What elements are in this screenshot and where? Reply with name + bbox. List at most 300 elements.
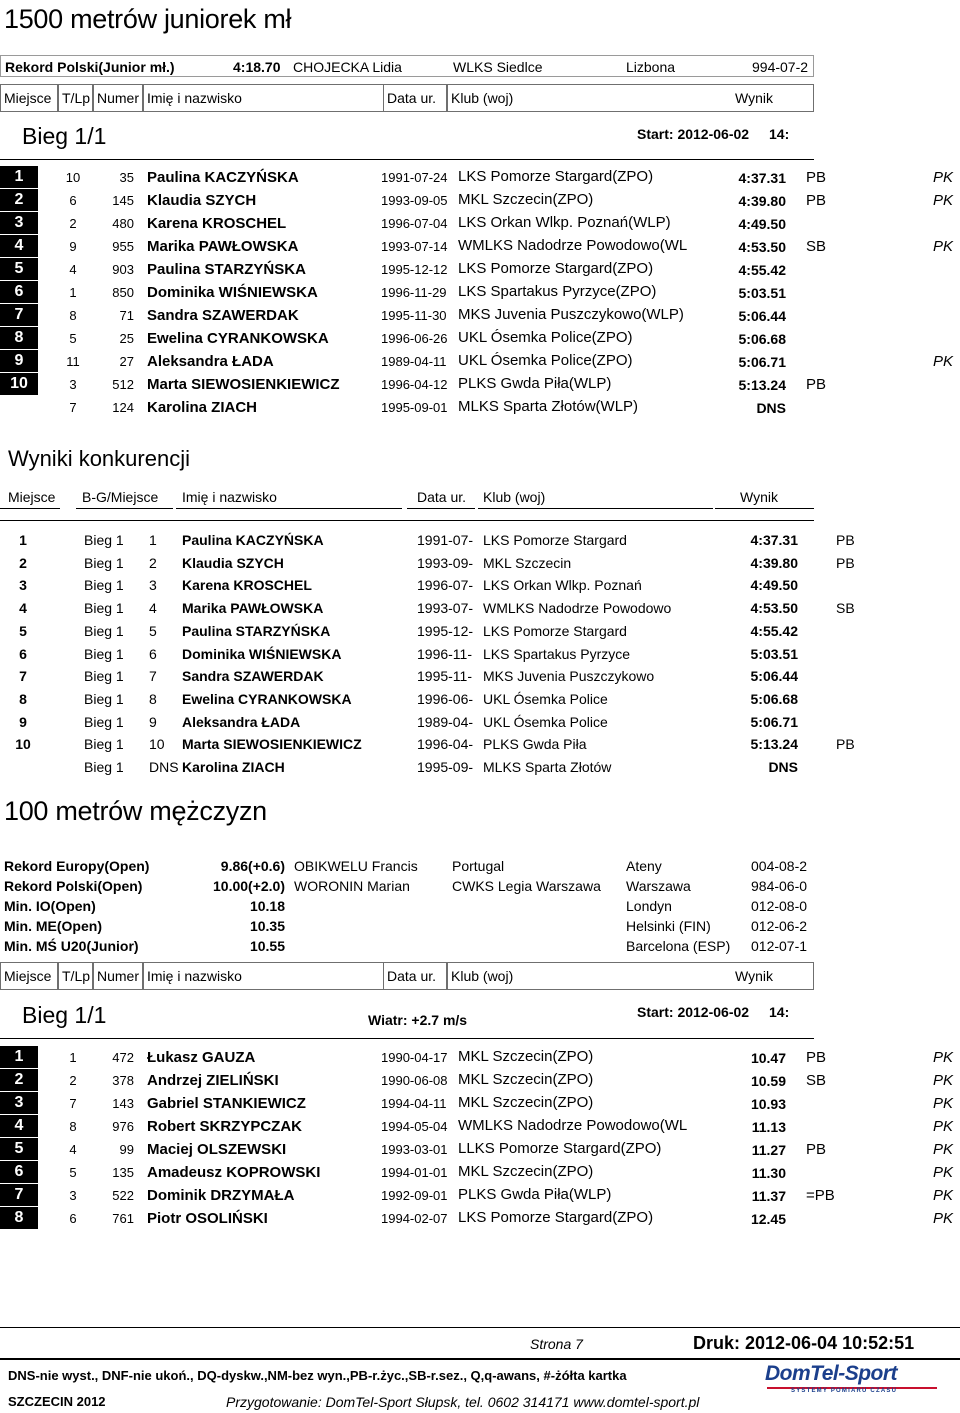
konk-dob: 1996-07- bbox=[417, 577, 474, 594]
konk-dob: 1989-04- bbox=[417, 713, 474, 730]
col-dob: Data ur. bbox=[383, 84, 447, 112]
konk-row bbox=[0, 551, 960, 573]
place-badge: 8 bbox=[0, 327, 38, 349]
konk-row bbox=[0, 755, 960, 777]
athlete-name: Dominika WIŚNIEWSKA bbox=[147, 284, 318, 301]
konk-dob: 1993-07- bbox=[417, 600, 474, 617]
pk-flag: PK bbox=[933, 1164, 954, 1181]
bib: 955 bbox=[112, 239, 134, 254]
konk-row bbox=[0, 528, 960, 550]
club: MLKS Sparta Złotów(WLP) bbox=[458, 398, 639, 415]
place-badge: 3 bbox=[0, 1092, 38, 1114]
bib: 472 bbox=[112, 1050, 134, 1065]
athlete-name: Andrzej ZIELIŃSKI bbox=[147, 1072, 279, 1089]
birth-date: 1989-04-11 bbox=[381, 354, 447, 369]
place-badge: 5 bbox=[0, 258, 38, 280]
record-row bbox=[0, 896, 814, 916]
result: 4:39.80 bbox=[738, 193, 786, 209]
event1-start-label: Start: 2012-06-02 bbox=[637, 126, 750, 142]
birth-date: 1993-09-05 bbox=[381, 193, 448, 208]
konk-dob: 1995-12- bbox=[417, 622, 474, 639]
konk-record: PB bbox=[836, 532, 855, 548]
konk-club: LKS Spartakus Pyrzyce bbox=[483, 645, 631, 662]
place-badge: 4 bbox=[0, 235, 38, 257]
konk-record: PB bbox=[836, 736, 855, 753]
record-place: Londyn bbox=[626, 898, 672, 914]
result: 10.47 bbox=[750, 1050, 786, 1066]
result: 11.30 bbox=[751, 1165, 786, 1181]
pk-flag: PK bbox=[933, 353, 954, 370]
konk-heat: Bieg 1 bbox=[84, 668, 124, 685]
result-row bbox=[0, 235, 960, 258]
birth-date: 1994-01-01 bbox=[381, 1165, 448, 1180]
result-row bbox=[0, 281, 960, 304]
konk-place: 1 bbox=[19, 532, 27, 548]
result: 5:06.68 bbox=[738, 331, 786, 347]
record-flag: PB bbox=[806, 376, 827, 393]
lane: 2 bbox=[69, 1073, 77, 1088]
col-lane: T/Lp bbox=[58, 962, 93, 990]
konk-header-underline bbox=[715, 508, 814, 509]
pk-flag: PK bbox=[933, 1049, 954, 1066]
konk-dob: 1995-11- bbox=[417, 668, 473, 685]
konk-heat-place: 7 bbox=[149, 668, 157, 685]
bib: 35 bbox=[119, 170, 134, 185]
event1-heat-rule bbox=[0, 159, 814, 160]
konk-row bbox=[0, 732, 960, 754]
konk-name: Ewelina CYRANKOWSKA bbox=[182, 690, 352, 707]
place-badge: 5 bbox=[0, 1138, 38, 1160]
event2-start-time: 14: bbox=[769, 1004, 790, 1020]
event1-title: 1500 metrów juniorek mł bbox=[4, 4, 292, 34]
place-badge: 1 bbox=[0, 166, 38, 188]
lane: 9 bbox=[69, 239, 77, 254]
record-label: Rekord Polski(Junior mł.) bbox=[5, 59, 175, 75]
result: 5:13.24 bbox=[738, 377, 786, 393]
konk-heat-place: 4 bbox=[149, 600, 157, 617]
konk-name: Paulina STARZYŃSKA bbox=[182, 622, 331, 639]
konk-header-underline bbox=[176, 508, 402, 509]
konk-col-club: Klub (woj) bbox=[483, 489, 546, 505]
konk-heat: Bieg 1 bbox=[84, 577, 124, 594]
bib: 135 bbox=[112, 1165, 134, 1180]
result: 4:53.50 bbox=[738, 239, 786, 255]
bib: 903 bbox=[112, 262, 134, 277]
lane: 1 bbox=[69, 285, 77, 300]
birth-date: 1992-09-01 bbox=[381, 1188, 448, 1203]
pk-flag: PK bbox=[933, 169, 954, 186]
lane: 5 bbox=[69, 1165, 77, 1180]
col-dob: Data ur. bbox=[383, 962, 447, 990]
place-badge: 8 bbox=[0, 1207, 38, 1229]
bib: 378 bbox=[112, 1073, 134, 1088]
konk-dob: 1996-11- bbox=[417, 645, 473, 662]
club: MKL Szczecin(ZPO) bbox=[458, 1071, 594, 1088]
record-row bbox=[0, 916, 814, 936]
konk-heat-place: 9 bbox=[149, 713, 157, 730]
record-flag: SB bbox=[806, 238, 827, 255]
lane: 4 bbox=[69, 1142, 77, 1157]
col-place: Miejsce bbox=[0, 84, 58, 112]
place-badge: 2 bbox=[0, 189, 38, 211]
bib: 976 bbox=[112, 1119, 134, 1134]
record-label: Rekord Polski(Open) bbox=[4, 878, 143, 894]
birth-date: 1996-11-29 bbox=[381, 285, 447, 300]
konk-row bbox=[0, 573, 960, 595]
record-flag: PB bbox=[806, 1049, 827, 1066]
konk-name: Karolina ZIACH bbox=[182, 759, 285, 775]
bib: 480 bbox=[112, 216, 134, 231]
konk-club: UKL Ósemka Police bbox=[483, 690, 608, 707]
place-badge: 1 bbox=[0, 1046, 38, 1068]
footer-prepared: Przygotowanie: DomTel-Sport Słupsk, tel. 0602 314171 www.domtel-sport.pl bbox=[226, 1394, 700, 1410]
konk-result: 4:37.31 bbox=[750, 532, 798, 548]
event2-heat-rule bbox=[0, 1038, 814, 1039]
record-club: CWKS Legia Warszawa bbox=[452, 878, 601, 894]
athlete-name: Maciej OLSZEWSKI bbox=[147, 1141, 287, 1158]
record-value: 10.18 bbox=[249, 898, 285, 914]
konk-heat: Bieg 1 bbox=[84, 713, 124, 730]
athlete-name: Karolina ZIACH bbox=[147, 399, 258, 416]
col-club-label: Klub (woj) bbox=[451, 968, 514, 984]
col-club-label: Klub (woj) bbox=[451, 90, 514, 106]
konk-place: 3 bbox=[19, 577, 27, 594]
konk-row bbox=[0, 687, 960, 709]
konk-heat-place: 6 bbox=[149, 645, 157, 662]
record-place: Helsinki (FIN) bbox=[626, 918, 711, 934]
record-value: 10.00(+2.0) bbox=[213, 878, 285, 894]
lane: 8 bbox=[69, 308, 77, 323]
konk-header-underline bbox=[478, 508, 713, 509]
konk-club: UKL Ósemka Police bbox=[483, 713, 608, 730]
club: UKL Ósemka Police(ZPO) bbox=[458, 329, 633, 346]
club: MKL Szczecin(ZPO) bbox=[458, 1094, 594, 1111]
lane: 3 bbox=[69, 1188, 77, 1203]
club: LKS Spartakus Pyrzyce(ZPO) bbox=[458, 283, 657, 300]
result-row bbox=[0, 1207, 960, 1230]
konk-heat: Bieg 1 bbox=[84, 736, 124, 753]
konk-dob: 1991-07- bbox=[417, 532, 474, 548]
konk-heat: Bieg 1 bbox=[84, 622, 124, 639]
record-flag: SB bbox=[806, 1072, 827, 1089]
bib: 25 bbox=[119, 331, 134, 346]
konk-row bbox=[0, 710, 960, 732]
record-flag: PB bbox=[806, 169, 827, 186]
result-row bbox=[0, 1184, 960, 1207]
konk-name: Klaudia SZYCH bbox=[182, 554, 284, 571]
athlete-name: Łukasz GAUZA bbox=[147, 1049, 256, 1066]
domtel-logo bbox=[765, 1360, 945, 1394]
konk-place: 7 bbox=[19, 668, 27, 685]
footer-legend: DNS-nie wyst., DNF-nie ukoń., DQ-dyskw.,NM-bez wyn.,PB-r.życ.,SB-r.sez., Q,q-awans, #-żółta kartka bbox=[8, 1368, 627, 1383]
record-value: 10.55 bbox=[249, 938, 285, 954]
logo-text: DomTel-Sport bbox=[765, 1362, 898, 1385]
konk-dob: 1995-09- bbox=[417, 759, 474, 775]
col-bib: Numer bbox=[93, 84, 143, 112]
konk-place: 2 bbox=[19, 554, 27, 571]
record-date: 012-06-2 bbox=[751, 918, 808, 934]
place-badge: 6 bbox=[0, 1161, 38, 1183]
result-row bbox=[0, 1092, 960, 1115]
athlete-name: Dominik DRZYMAŁA bbox=[147, 1187, 295, 1204]
place-badge: 2 bbox=[0, 1069, 38, 1091]
record-name: OBIKWELU Francis bbox=[294, 858, 418, 874]
konk-name: Marta SIEWOSIENKIEWICZ bbox=[182, 736, 362, 753]
record-row bbox=[0, 936, 814, 956]
result: 4:37.31 bbox=[738, 170, 786, 186]
konk-heat-place: 2 bbox=[149, 554, 157, 571]
konk-club: MKS Juvenia Puszczykowo bbox=[483, 668, 655, 685]
konk-heat-place: 5 bbox=[149, 622, 157, 639]
bib: 99 bbox=[119, 1142, 134, 1157]
konk-place: 9 bbox=[19, 713, 27, 730]
athlete-name: Paulina STARZYŃSKA bbox=[147, 261, 306, 278]
result-row bbox=[0, 258, 960, 281]
pk-flag: PK bbox=[933, 192, 954, 209]
record-club: WLKS Siedlce bbox=[453, 59, 543, 75]
pk-flag: PK bbox=[933, 1118, 954, 1135]
club: LKS Pomorze Stargard(ZPO) bbox=[458, 1209, 654, 1226]
konk-dob: 1996-04- bbox=[417, 736, 474, 753]
konk-name: Paulina KACZYŃSKA bbox=[182, 532, 324, 548]
konk-result: 4:49.50 bbox=[750, 577, 798, 594]
result: 11.13 bbox=[751, 1119, 786, 1135]
record-value: 9.86(+0.6) bbox=[220, 858, 285, 874]
record-value: 10.35 bbox=[249, 918, 285, 934]
place-badge: 7 bbox=[0, 1184, 38, 1206]
lane: 7 bbox=[69, 1096, 77, 1111]
pk-flag: PK bbox=[933, 1095, 954, 1112]
record-label: Min. ME(Open) bbox=[4, 918, 102, 934]
birth-date: 1995-12-12 bbox=[381, 262, 448, 277]
athlete-name: Ewelina CYRANKOWSKA bbox=[147, 330, 329, 347]
club: LKS Orkan Wlkp. Poznań(WLP) bbox=[458, 214, 671, 231]
record-value: 4:18.70 bbox=[233, 59, 281, 75]
col-result: Wynik bbox=[735, 90, 773, 106]
bib: 27 bbox=[119, 354, 134, 369]
place-badge: 6 bbox=[0, 281, 38, 303]
event2-start-label: Start: 2012-06-02 bbox=[637, 1004, 750, 1020]
col-bib: Numer bbox=[93, 962, 143, 990]
konk-col-result: Wynik bbox=[740, 489, 778, 505]
athlete-name: Robert SKRZYPCZAK bbox=[147, 1118, 303, 1135]
footer-city: SZCZECIN 2012 bbox=[8, 1394, 106, 1409]
birth-date: 1994-04-11 bbox=[381, 1096, 447, 1111]
record-place: Barcelona (ESP) bbox=[626, 938, 731, 954]
konk-record: SB bbox=[836, 600, 855, 617]
konk-club: PLKS Gwda Piła bbox=[483, 736, 587, 753]
record-date: 004-08-2 bbox=[751, 858, 808, 874]
col-result: Wynik bbox=[735, 968, 773, 984]
club: LKS Pomorze Stargard(ZPO) bbox=[458, 260, 654, 277]
col-club bbox=[447, 962, 814, 990]
konk-place: 10 bbox=[15, 736, 31, 753]
konk-result: 5:06.71 bbox=[750, 713, 798, 730]
record-club: Portugal bbox=[452, 858, 505, 874]
record-date: 994-07-2 bbox=[752, 59, 809, 75]
athlete-name: Sandra SZAWERDAK bbox=[147, 307, 299, 324]
athlete-name: Aleksandra ŁADA bbox=[147, 353, 274, 370]
event2-title: 100 metrów mężczyzn bbox=[4, 796, 267, 826]
konk-col-name: Imię i nazwisko bbox=[182, 489, 277, 505]
lane: 7 bbox=[69, 400, 77, 415]
konk-name: Dominika WIŚNIEWSKA bbox=[182, 645, 342, 662]
konk-place: 5 bbox=[19, 622, 27, 639]
result-row bbox=[0, 396, 960, 419]
konk-club: LKS Orkan Wlkp. Poznań bbox=[483, 577, 642, 594]
result: 11.27 bbox=[751, 1142, 786, 1158]
lane: 2 bbox=[69, 216, 77, 231]
konk-dob: 1996-06- bbox=[417, 690, 474, 707]
lane: 3 bbox=[69, 377, 77, 392]
birth-date: 1996-06-26 bbox=[381, 331, 448, 346]
result-row bbox=[0, 212, 960, 235]
club: LLKS Pomorze Stargard(ZPO) bbox=[458, 1140, 662, 1157]
record-label: Min. MŚ U20(Junior) bbox=[4, 938, 139, 954]
athlete-name: Piotr OSOLIŃSKI bbox=[147, 1210, 268, 1227]
col-name: Imię i nazwisko bbox=[143, 962, 383, 990]
result-row bbox=[0, 1069, 960, 1092]
bib: 124 bbox=[112, 400, 134, 415]
athlete-name: Amadeusz KOPROWSKI bbox=[147, 1164, 321, 1181]
result-row bbox=[0, 166, 960, 189]
result: 5:06.71 bbox=[738, 354, 786, 370]
club: MKL Szczecin(ZPO) bbox=[458, 191, 594, 208]
konk-heat-place: 1 bbox=[149, 532, 157, 548]
konk-row bbox=[0, 664, 960, 686]
record-name: WORONIN Marian bbox=[294, 878, 410, 894]
lane: 4 bbox=[69, 262, 77, 277]
birth-date: 1995-09-01 bbox=[381, 400, 448, 415]
result: 10.93 bbox=[750, 1096, 786, 1112]
birth-date: 1994-02-07 bbox=[381, 1211, 448, 1226]
club: LKS Pomorze Stargard(ZPO) bbox=[458, 168, 654, 185]
lane: 11 bbox=[66, 354, 80, 369]
lane: 1 bbox=[69, 1050, 77, 1065]
konk-club: WMLKS Nadodrze Powodowo bbox=[483, 600, 672, 617]
bib: 522 bbox=[112, 1188, 134, 1203]
result-row bbox=[0, 1115, 960, 1138]
athlete-name: Gabriel STANKIEWICZ bbox=[147, 1095, 306, 1112]
konk-name: Sandra SZAWERDAK bbox=[182, 668, 324, 685]
pk-flag: PK bbox=[933, 1210, 954, 1227]
record-label: Min. IO(Open) bbox=[4, 898, 96, 914]
col-name: Imię i nazwisko bbox=[143, 84, 383, 112]
konk-club: LKS Pomorze Stargard bbox=[483, 622, 627, 639]
athlete-name: Klaudia SZYCH bbox=[147, 192, 257, 209]
konk-result: DNS bbox=[768, 759, 798, 775]
result-row bbox=[0, 1046, 960, 1069]
event2-heat-title: Bieg 1/1 bbox=[22, 1002, 107, 1028]
result-row bbox=[0, 373, 960, 396]
konk-place: 6 bbox=[19, 645, 27, 662]
logo-subtitle: SYSTEMY POMIARU CZASU bbox=[791, 1388, 898, 1394]
footer-top-rule bbox=[0, 1327, 960, 1328]
pk-flag: PK bbox=[933, 1072, 954, 1089]
konk-dob: 1993-09- bbox=[417, 554, 474, 571]
result: DNS bbox=[756, 400, 786, 416]
konk-club: MLKS Sparta Złotów bbox=[483, 759, 612, 775]
record-date: 012-07-1 bbox=[751, 938, 808, 954]
record-date: 984-06-0 bbox=[751, 878, 808, 894]
footer-page: Strona 7 bbox=[530, 1336, 583, 1352]
konk-result: 4:53.50 bbox=[750, 600, 798, 617]
konk-col-dob: Data ur. bbox=[417, 489, 467, 505]
konk-heat: Bieg 1 bbox=[84, 532, 124, 548]
konk-heat-place: 3 bbox=[149, 577, 157, 594]
bib: 71 bbox=[119, 308, 134, 323]
konk-result: 5:06.44 bbox=[750, 668, 798, 685]
result: 4:55.42 bbox=[738, 262, 786, 278]
konk-name: Aleksandra ŁADA bbox=[182, 713, 301, 730]
record-flag: =PB bbox=[806, 1187, 835, 1204]
konk-heat: Bieg 1 bbox=[84, 600, 124, 617]
result: 5:03.51 bbox=[738, 285, 786, 301]
konk-col-heat: B-G/Miejsce bbox=[82, 489, 159, 505]
club: PLKS Gwda Piła(WLP) bbox=[458, 375, 612, 392]
konk-result: 5:13.24 bbox=[750, 736, 798, 753]
konk-heat: Bieg 1 bbox=[84, 554, 124, 571]
result-row bbox=[0, 304, 960, 327]
event1-start-time: 14: bbox=[769, 126, 790, 142]
konk-column-headers bbox=[0, 486, 814, 510]
col-lane: T/Lp bbox=[58, 84, 93, 112]
konk-heat: Bieg 1 bbox=[84, 690, 124, 707]
record-date: 012-08-0 bbox=[751, 898, 808, 914]
record-label: Rekord Europy(Open) bbox=[4, 858, 150, 874]
athlete-name: Marta SIEWOSIENKIEWICZ bbox=[147, 376, 340, 393]
bib: 761 bbox=[112, 1211, 134, 1226]
konk-heat: Bieg 1 bbox=[84, 759, 124, 775]
club: MKL Szczecin(ZPO) bbox=[458, 1048, 594, 1065]
birth-date: 1990-04-17 bbox=[381, 1050, 448, 1065]
event1-column-headers bbox=[0, 84, 814, 112]
birth-date: 1996-07-04 bbox=[381, 216, 448, 231]
birth-date: 1993-03-01 bbox=[381, 1142, 448, 1157]
konk-header-underline bbox=[407, 508, 475, 509]
event1-heat-title: Bieg 1/1 bbox=[22, 123, 107, 149]
result-row bbox=[0, 350, 960, 373]
result-row bbox=[0, 1138, 960, 1161]
result-row bbox=[0, 327, 960, 350]
record-row bbox=[0, 856, 814, 876]
pk-flag: PK bbox=[933, 1187, 954, 1204]
konk-heat: Bieg 1 bbox=[84, 645, 124, 662]
lane: 6 bbox=[69, 193, 77, 208]
birth-date: 1990-06-08 bbox=[381, 1073, 448, 1088]
athlete-name: Karena KROSCHEL bbox=[147, 215, 287, 232]
record-place: Lizbona bbox=[626, 59, 676, 75]
konk-result: 4:39.80 bbox=[750, 554, 798, 571]
birth-date: 1993-07-14 bbox=[381, 239, 448, 254]
result: 11.37 bbox=[751, 1188, 786, 1204]
konk-col-place: Miejsce bbox=[8, 489, 56, 505]
bib: 145 bbox=[112, 193, 134, 208]
place-badge: 9 bbox=[0, 350, 38, 372]
club: PLKS Gwda Piła(WLP) bbox=[458, 1186, 612, 1203]
konk-title: Wyniki konkurencji bbox=[8, 446, 190, 471]
event2-column-headers bbox=[0, 962, 814, 990]
birth-date: 1996-04-12 bbox=[381, 377, 448, 392]
konk-club: LKS Pomorze Stargard bbox=[483, 532, 627, 548]
konk-name: Karena KROSCHEL bbox=[182, 577, 312, 594]
record-flag: PB bbox=[806, 192, 827, 209]
lane: 8 bbox=[69, 1119, 77, 1134]
lane: 5 bbox=[69, 331, 77, 346]
pk-flag: PK bbox=[933, 238, 954, 255]
club: WMLKS Nadodrze Powodowo(WL bbox=[458, 237, 688, 254]
bib: 850 bbox=[112, 285, 134, 300]
